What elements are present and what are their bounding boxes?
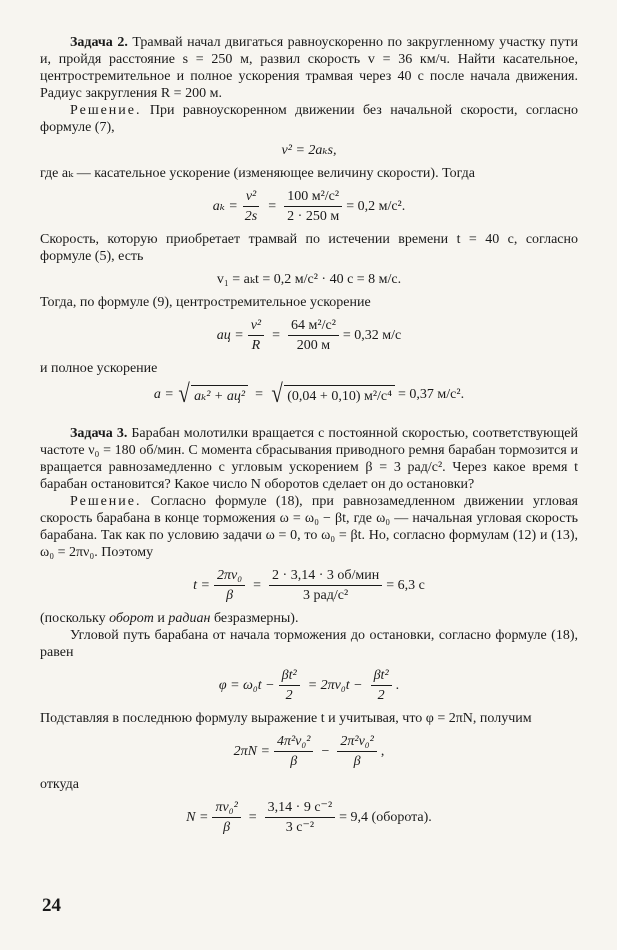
equation-6: t = $\frac{\text{2πν₀}}{\beta}$ = $\frac{\text{2 · 3,14 · 3 об/мин}}{\text{3 рад/с²}}$ = 6,3 с (193, 568, 425, 603)
task2-text: Трамвай начал двигаться равноускоренно по закругленному участку пути и, пройдя расстояние s = 250 м, развил скорость v = 36 км/ч. Найти касательное, центростремительное и полное ускорения трамвая через 40 с после начала движения. Радиус закругления R = 200 м. (40, 35, 579, 101)
fraction: $\frac{\text{2πν₀}}{\beta}$ (214, 567, 245, 604)
equation-2: aₖ = $\frac{\text{v²}}{2s}$ = $\frac{\text{100 м²/с²}}{2 \cdot 250 м}$ = 0,2 м/с². (212, 189, 406, 224)
square-root: √ aₖ² + aц² (177, 383, 248, 405)
equation-3: v₁ = aₖt = 0,2 м/с² · 40 с = 8 м/с. (216, 272, 402, 287)
equation-5: a = √ aₖ² + aц² = √ (0,04 + 0,10) м²/с⁴ = 0,37 м/с². (153, 379, 465, 408)
task3-solution-label: Решение. (70, 494, 142, 509)
fraction: $\frac{\text{2 · 3,14 · 3 об/мин}}{\text{3 рад/с²}}$ (269, 567, 382, 604)
task2-then-text: Тогда, по формуле (9), центростремительное ускорение (40, 295, 371, 310)
task2-full-text: и полное ускорение (40, 361, 158, 376)
task2-label: Задача 2. (70, 35, 128, 50)
task3-subst-text: Подставляя в последнюю формулу выражение t и учитывая, что φ = 2πN, получим (40, 711, 532, 726)
equation-4: aц = $\frac{\text{v²}}{R}$ = $\frac{\text{64 м²/с²}}{200 м}$ = 0,32 м/с (216, 318, 402, 353)
fraction: $\frac{\text{64 м²/с²}}{200 м}$ (288, 317, 339, 354)
fraction: $\frac{\text{4π²ν₀²}}{\beta}$ (274, 733, 314, 770)
task3-path-text: Угловой путь барабана от начала торможения до остановки, согласно формуле (18), равен (40, 628, 578, 660)
task3-text: Барабан молотилки вращается с постоянной скоростью, соответствующей частоте ν₀ = 180 об/мин. С момента сбрасывания приводного ремня барабан тормозится и вращается равнозамедленно с угловым ускорением β = 3 рад/с². Через какое время t барабан остановится? Какое число N оборотов сделает он до остановки? (40, 426, 579, 492)
task2-speed-text: Скорость, которую приобретает трамвай по истечении времени t = 40 с, согласно формуле (5), есть (40, 232, 578, 264)
task3-whence-text: откуда (40, 777, 79, 792)
task3-note: (поскольку оборот и радиан безразмерны). (40, 611, 299, 626)
fraction: $\frac{\text{2π²ν₀²}}{\beta}$ (337, 733, 377, 770)
equation-1: v² = 2aₖs, (281, 143, 337, 158)
task2-solution-label: Решение. (70, 103, 142, 118)
page-number: 24 (42, 895, 61, 916)
equation-7: φ = ω₀t − $\frac{\text{βt²}}{2}$ = 2πν₀t − $\frac{\text{βt²}}{2}$ . (218, 668, 400, 703)
fraction: $\frac{\text{βt²}}{2}$ (371, 667, 392, 704)
task3-statement (40, 425, 578, 493)
fraction: $\frac{\text{πν₀²}}{\beta}$ (212, 799, 240, 836)
fraction: $\frac{\text{v²}}{2s}$ (244, 189, 258, 224)
task2-where-text: где aₖ — касательное ускорение (изменяющее величину скорости). Тогда (40, 166, 475, 181)
square-root: √ (0,04 + 0,10) м²/с⁴ (270, 383, 395, 405)
task3-solution: Решение. Согласно формуле (18), при равнозамедленном движении угловая скорость барабана в конце торможения ω = ω₀ − βt, где ω₀ — начальная угловая скорость барабана. Так как по условию задачи ω = 0, то ω₀ = βt. Но, согласно формулам (12) и (13), ω₀ = 2πν₀. Поэтому (40, 494, 578, 560)
equation-8: 2πN = $\frac{\text{4π²ν₀²}}{\beta}$ − $\frac{\text{2π²ν₀²}}{\beta}$ , (233, 734, 385, 769)
task3-label: Задача 3. (70, 426, 128, 441)
fraction: $\frac{\text{v²}}{R}$ (248, 317, 264, 354)
task2-statement (40, 34, 578, 102)
equation-9: N = $\frac{\text{πν₀²}}{\beta}$ = $\frac{\text{3,14 · 9 с⁻²}}{\text{3 с⁻²}}$ = 9,4 (оборота). (186, 800, 432, 835)
fraction: $\frac{\text{3,14 · 9 с⁻²}}{\text{3 с⁻²}}$ (265, 799, 335, 836)
task2-solution-intro: Решение. При равноускоренном движении без начальной скорости, согласно формуле (7), (40, 103, 578, 135)
fraction: $\frac{\text{βt²}}{2}$ (279, 667, 300, 704)
page-content (40, 34, 578, 842)
fraction: $\frac{\text{100 м²/с²}}{2 \cdot 250 м}$ (284, 188, 342, 225)
